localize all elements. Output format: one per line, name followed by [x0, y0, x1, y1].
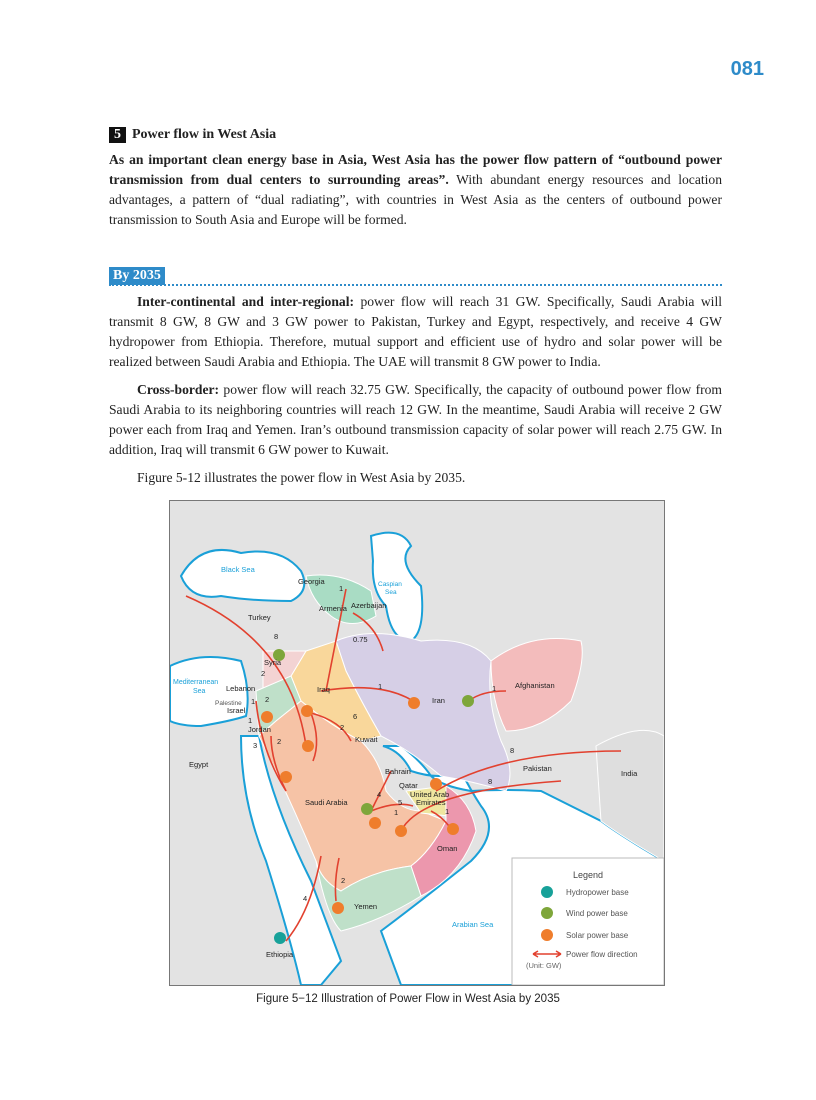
flow-value: 5 [398, 798, 403, 807]
country-label: Emirates [416, 798, 446, 807]
flow-value: 6 [353, 712, 358, 721]
solar-power-icon [541, 929, 553, 941]
sea-label: Black Sea [221, 565, 255, 574]
country-label: Iran [432, 696, 445, 705]
legend-item: Hydropower base [566, 888, 629, 897]
country-label: Iraq [317, 685, 330, 694]
country-label: United Arab [410, 790, 450, 799]
hydropower-icon [541, 886, 553, 898]
sea-label: Mediterranean [173, 679, 219, 686]
flow-value: 3 [253, 741, 258, 750]
flow-value: 1 [248, 716, 253, 725]
flow-value: 4 [303, 894, 308, 903]
legend-item: Solar power base [566, 931, 629, 940]
flow-value: 8 [510, 746, 515, 755]
sea-label: Sea [193, 688, 206, 695]
legend-title: Legend [573, 870, 604, 880]
legend-unit: (Unit: GW) [526, 961, 562, 970]
flow-value: 8 [274, 632, 279, 641]
country-label: Afghanistan [515, 681, 555, 690]
paragraph-cross-border [109, 380, 722, 460]
flow-value: 2 [341, 876, 346, 885]
subheading: By 2035 [109, 267, 165, 285]
country-label: Palestine [215, 700, 242, 707]
country-label: Syria [264, 658, 282, 667]
legend-item: Wind power base [566, 909, 628, 918]
intro-bold: As an important clean energy base in Asia, West Asia has the power flow pattern of “outbound power transmission from dual centers to surrounding areas”. [109, 152, 722, 187]
country-label: Jordan [248, 725, 271, 734]
flow-value: 1 [339, 584, 344, 593]
flow-value: 1 [378, 682, 383, 691]
legend-item: Power flow direction [566, 950, 638, 959]
country-label: Israel [227, 706, 246, 715]
country-label: Armenia [319, 604, 347, 613]
map-legend [512, 858, 664, 985]
para1-bold: Inter-continental and inter-regional: [137, 294, 355, 309]
country-label: Saudi Arabia [305, 798, 348, 807]
flow-value: 1 [445, 807, 450, 816]
sea-label: Arabian Sea [452, 920, 494, 929]
flow-value: 2 [277, 737, 282, 746]
flow-value: 2 [265, 695, 270, 704]
page-number: 081 [730, 58, 764, 80]
country-label: Turkey [248, 613, 271, 622]
flow-value: 2 [340, 723, 345, 732]
wind-power-icon [541, 907, 553, 919]
country-label: Pakistan [523, 764, 552, 773]
flow-value: 2 [261, 669, 266, 678]
flow-value: 1 [251, 697, 256, 706]
country-label: Bahrain [385, 767, 411, 776]
subheading-bar [109, 266, 722, 286]
figure-intro: Figure 5-12 illustrates the power flow in West Asia by 2035. [137, 470, 466, 485]
para2-bold: Cross-border: [137, 382, 220, 397]
flow-value: 1 [394, 808, 399, 817]
country-label: Oman [437, 844, 458, 853]
paragraph-inter-regional [109, 292, 722, 372]
section-number: 5 [109, 127, 126, 143]
intro-text: With abundant energy resources and location advantages, a pattern of “dual radiating”, with countries in West Asia as the centers of outbound power transmission to South Asia and Europe will be formed. [109, 172, 722, 227]
sea-label: Sea [385, 589, 397, 596]
sea-label: Caspian [378, 581, 402, 588]
country-label: Kuwait [355, 735, 378, 744]
flow-value: 1 [492, 684, 497, 693]
country-label: Lebanon [226, 684, 256, 693]
para1-text: power flow will reach 31 GW. Specifically, Saudi Arabia will transmit 8 GW, 8 GW and 3 GW power to Pakistan, Turkey and Egypt, respectively, and receive 4 GW hydropower from Ethiopia. Therefore, mutual support and efficient use of hydro and solar power will be realized between Saudi Arabia and Ethiopia. The UAE will transmit 8 GW power to India. [109, 294, 722, 369]
country-label: Georgia [298, 577, 325, 586]
country-label: Azerbaijan [351, 601, 387, 610]
country-label: Qatar [399, 781, 418, 790]
section-heading [109, 127, 276, 143]
flow-value: 4 [377, 790, 382, 799]
power-flow-map [169, 500, 665, 986]
figure-caption: Figure 5−12 Illustration of Power Flow in West Asia by 2035 [256, 993, 560, 1005]
country-label: India [621, 769, 638, 778]
country-label: Ethiopia [266, 950, 294, 959]
country-label: Yemen [354, 902, 378, 911]
section-title: Power flow in West Asia [132, 127, 277, 142]
flow-value: 8 [488, 777, 493, 786]
country-label: Egypt [189, 760, 209, 769]
intro-paragraph [109, 150, 722, 230]
para2-text: power flow will reach 32.75 GW. Specifically, the capacity of outbound power flow from Saudi Arabia to its neighboring countries will reach 12 GW. In the meantime, Saudi Arabia will receive 2 GW power each from Iraq and Yemen. Iran’s outbound transmission capacity of solar power will reach 2.75 GW. In addition, Iraq will transmit 6 GW power to Kuwait. [109, 382, 722, 457]
flow-value: 0.75 [353, 635, 368, 644]
